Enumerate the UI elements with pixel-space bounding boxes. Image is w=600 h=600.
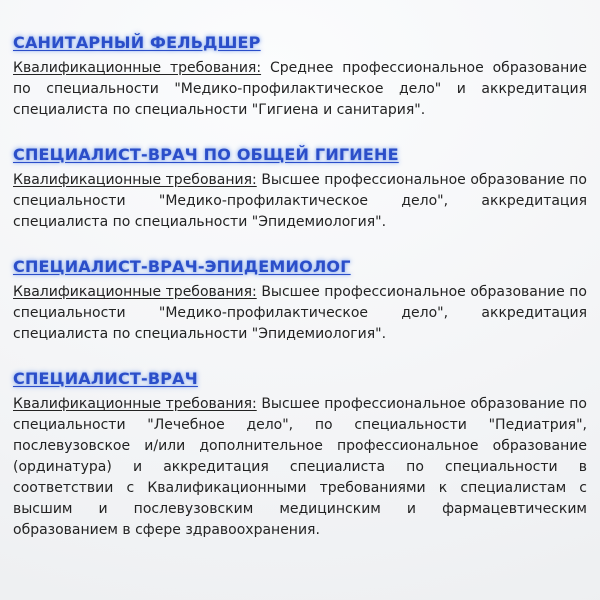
qualification-paragraph bbox=[13, 170, 587, 233]
qualification-label: Квалификационные требования: bbox=[13, 60, 262, 76]
job-section-specialist-doctor bbox=[13, 369, 587, 541]
qualification-text: Высшее профессиональное образование по специальности "Медико-профилактическое дело", аккредитация специалиста по специальности "Эпидемиология". bbox=[13, 284, 588, 342]
job-title-link[interactable]: СПЕЦИАЛИСТ-ВРАЧ-ЭПИДЕМИОЛОГ bbox=[13, 257, 351, 276]
job-section-general-hygiene-doctor bbox=[13, 145, 587, 233]
qualification-label: Квалификационные требования: bbox=[13, 284, 257, 300]
qualification-paragraph bbox=[13, 58, 587, 121]
qualification-text: Среднее профессиональное образование по специальности "Медико-профилактическое дело" и аккредитация специалиста по специальности "Гигиена и санитария". bbox=[13, 60, 587, 118]
job-title-link[interactable]: СПЕЦИАЛИСТ-ВРАЧ ПО ОБЩЕЙ ГИГИЕНЕ bbox=[13, 145, 399, 164]
qualification-text: Высшее профессиональное образование по специальности "Лечебное дело", по специальности "Педиатрия", послевузовское и/или дополнительное профессиональное образование (ординатура) и аккредитация специалиста по специальности в соответствии с Квалификационными требованиями к специалистам с высшим и послевузовским медицинским и фармацевтическим образованием в сфере здравоохранения. bbox=[13, 396, 588, 538]
job-title-link[interactable]: СПЕЦИАЛИСТ-ВРАЧ bbox=[13, 369, 198, 388]
qualification-paragraph bbox=[13, 394, 587, 541]
job-section-sanitary-feldsher bbox=[13, 33, 587, 121]
job-title-link[interactable]: САНИТАРНЫЙ ФЕЛЬДШЕР bbox=[13, 33, 261, 52]
qualification-label: Квалификационные требования: bbox=[13, 396, 257, 412]
job-section-epidemiologist-doctor bbox=[13, 257, 587, 345]
qualification-paragraph bbox=[13, 282, 587, 345]
qualification-text: Высшее профессиональное образование по специальности "Медико-профилактическое дело", аккредитация специалиста по специальности "Эпидемиология". bbox=[13, 172, 588, 230]
qualification-label: Квалификационные требования: bbox=[13, 172, 257, 188]
